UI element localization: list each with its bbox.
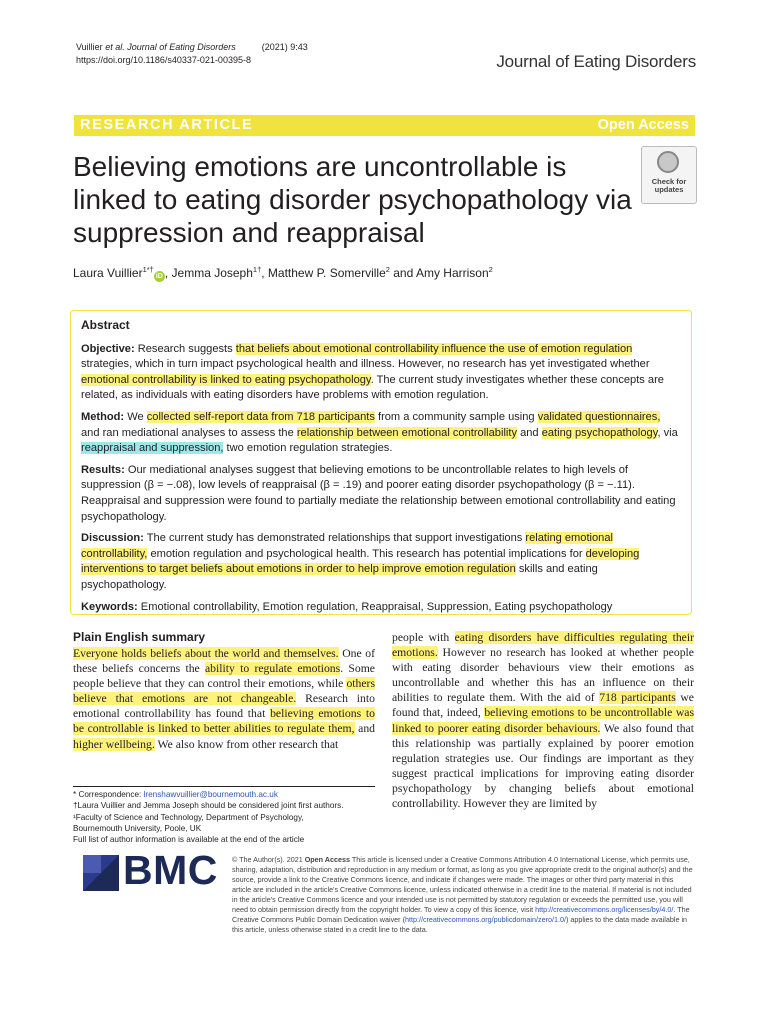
- open-access-label: Open Access: [597, 117, 689, 133]
- bookmark-icon: [657, 151, 679, 173]
- journal-name: Journal of Eating Disorders: [496, 52, 696, 71]
- footnotes: [73, 789, 383, 845]
- abstract-method: Method: We collected self-report data from 718 participants from a community sample using validated questionnaires, and ran mediational analyses to assess the relationship between emotional controllability and eating psychopathology, via reappraisal and suppression, two emotion regulation strategies.: [81, 410, 678, 455]
- highlight: ability to regulate emotions: [205, 662, 341, 676]
- license-link[interactable]: http://creativecommons.org/licenses/by/4.0/: [535, 905, 674, 914]
- correspondence: * Correspondence: lrenshawvuillier@bournemouth.ac.uk: [73, 790, 278, 799]
- author-name[interactable]: Laura Vuillier: [73, 266, 143, 280]
- author-affiliation-marker: 1†: [252, 265, 262, 274]
- affiliation-line: ¹Faculty of Science and Technology, Department of Psychology,: [73, 812, 304, 822]
- abstract-keywords: Keywords: Emotional controllability, Emotion regulation, Reappraisal, Suppression, Eating psychopathology: [81, 600, 613, 613]
- author-name[interactable]: , Matthew P. Somerville: [261, 266, 386, 280]
- abstract-discussion: Discussion: The current study has demonstrated relationships that support investigations relating emotional controllability, emotion regulation and psychological health. This research has potential implications for developing interventions to target beliefs about emotions in order to help improve emotion regulation skills and eating psychopathology.: [81, 532, 640, 591]
- citation-year: (2021) 9:43: [261, 42, 308, 52]
- summary-left-column: Plain English summary Everyone holds beliefs about the world and themselves. One of these beliefs concerns the ability to regulate emotions. Some people believe that they can control their emotions, while others believe that emotions are not changeable. Research into emotional controllability has found that believing emotions to be controllable is linked to better abilities to regulate them, and higher wellbeing. We also know from other research that: [73, 630, 376, 751]
- citation-journal: Journal of Eating Disorders: [124, 42, 236, 52]
- badge-line-2: updates: [654, 185, 684, 194]
- highlight: collected self-report data from 718 participants: [146, 410, 375, 423]
- footnote-divider: [73, 786, 375, 787]
- highlight: developing interventions to target beliefs about emotions in order to help improve emotion regulation: [81, 547, 640, 576]
- license-text: © The Author(s). 2021 Open Access This article is licensed under a Creative Commons Attribution 4.0 International License, which permits use, sharing, adaptation, distribution and reproduction in any medium or format, as long as you give appropriate credit to the original author(s) and the source, provide a link to the Creative Commons licence, and indicate if changes were made. The images or other third party material in this article are included in the article's Creative Commons licence, unless indicated otherwise in a credit line to the material. If material is not included in the article's Creative Commons licence and your intended use is not permitted by statutory regulation or exceeds the permitted use, you will need to obtain permission directly from the copyright holder. To view a copy of this licence, visit http://creativecommons.org/licenses/by/4.0/. The Creative Commons Public Domain Dedication waiver (http://creativecommons.org/publicdomain/zero/1.0/) applies to the data made available in this article, unless otherwise stated in a credit line to the data.: [232, 855, 693, 934]
- author-affiliation-marker: 2: [385, 265, 390, 274]
- check-for-updates-badge[interactable]: [641, 146, 697, 204]
- orcid-icon[interactable]: iD: [155, 273, 163, 280]
- highlight: eating psychopathology: [541, 426, 658, 439]
- highlight: Everyone holds beliefs about the world and themselves.: [73, 647, 339, 660]
- abstract-results: Results: Our mediational analyses suggest that believing emotions to be uncontrollable relates to high levels of suppression (β = −.08), low levels of reappraisal (β = .19) and poorer eating disorder psychopathology (β = −.11). Reappraisal and suppression were found to partially mediate the relationship between emotional controllability and eating psychopathology.: [81, 463, 676, 523]
- bmc-logo-text: BMC: [123, 847, 218, 893]
- author-list: [73, 265, 493, 282]
- author-info-note: Full list of author information is available at the end of the article: [73, 835, 305, 845]
- citation-header: [76, 41, 308, 67]
- highlight: eating disorders have difficulties regulating their emotions.: [392, 631, 695, 660]
- highlight: that beliefs about emotional controllability influence the use of emotion regulation: [235, 342, 633, 355]
- article-type-banner: [74, 115, 695, 136]
- abstract-objective: Objective: Research suggests that beliefs about emotional controllability influence the use of emotion regulation strategies, which in turn impact psychological health and illness. However, no research has yet investigated whether emotional controllability is linked to eating psychopathology. The current study investigates whether these concepts are related, as individuals with eating disorders have problems with emotion regulation.: [81, 342, 664, 402]
- highlight: higher wellbeing.: [73, 737, 155, 751]
- citation-line-1: [76, 41, 308, 54]
- author-affiliation-marker: 2: [488, 265, 493, 274]
- highlight: 718 participants: [599, 691, 676, 705]
- article-title: Believing emotions are uncontrollable is linked to eating disorder psychopathology via suppression and reappraisal: [73, 151, 632, 248]
- joint-authors-note: †Laura Vuillier and Jemma Joseph should be considered joint first authors.: [73, 801, 344, 811]
- highlight: validated questionnaires,: [537, 410, 661, 423]
- abstract-heading: Abstract: [81, 318, 130, 332]
- correspondence-email-link[interactable]: lrenshawvuillier@bournemouth.ac.uk: [143, 790, 278, 799]
- highlight: believing emotions to be controllable is linked to better abilities to regulate them,: [73, 707, 376, 736]
- highlight: others believe that emotions are not changeable.: [73, 677, 375, 706]
- highlight-cyan: reappraisal and suppression,: [81, 442, 224, 455]
- author-affiliation-marker: 1*†: [142, 265, 154, 274]
- citation-authors: Vuillier: [76, 42, 106, 52]
- highlight: emotional controllability is linked to eating psychopathology: [81, 373, 371, 386]
- highlight: relating emotional controllability,: [81, 532, 613, 560]
- highlight: relationship between emotional controllability: [296, 426, 517, 439]
- abstract-box: [70, 310, 692, 615]
- article-type-label: RESEARCH ARTICLE: [80, 117, 254, 133]
- author-name[interactable]: and Amy Harrison: [389, 266, 489, 280]
- badge-line-1: Check for: [651, 177, 687, 186]
- affiliation-line: Bournemouth University, Poole, UK: [73, 823, 202, 833]
- citation-etal: et al.: [105, 42, 125, 52]
- author-name[interactable]: , Jemma Joseph: [164, 266, 253, 280]
- bmc-logo[interactable]: [83, 847, 218, 895]
- doi-link[interactable]: https://doi.org/10.1186/s40337-021-00395-8: [76, 55, 251, 65]
- summary-heading: Plain English summary: [73, 630, 206, 644]
- summary-right-column: people with eating disorders have difficulties regulating their emotions. However no research has looked at whether people with eating disorder behaviours view their emotions as uncontrollable and whether this has an influence on their abilities to regulate them. With the aid of 718 participants we found that, indeed, believing emotions to be uncontrollable was linked to poorer eating disorder behaviours. We also found that this relationship was partially explained by poorer emotion regulation strategies use. Our findings are important as they suggest practical implications for improving eating disorder psychopathology by changing beliefs about emotional controllability. However they are limited by: [392, 631, 695, 811]
- highlight: believing emotions to be uncontrollable was linked to poorer eating disorder behaviours.: [392, 706, 694, 735]
- public-domain-link[interactable]: http://creativecommons.org/publicdomain/zero/1.0/: [404, 915, 566, 924]
